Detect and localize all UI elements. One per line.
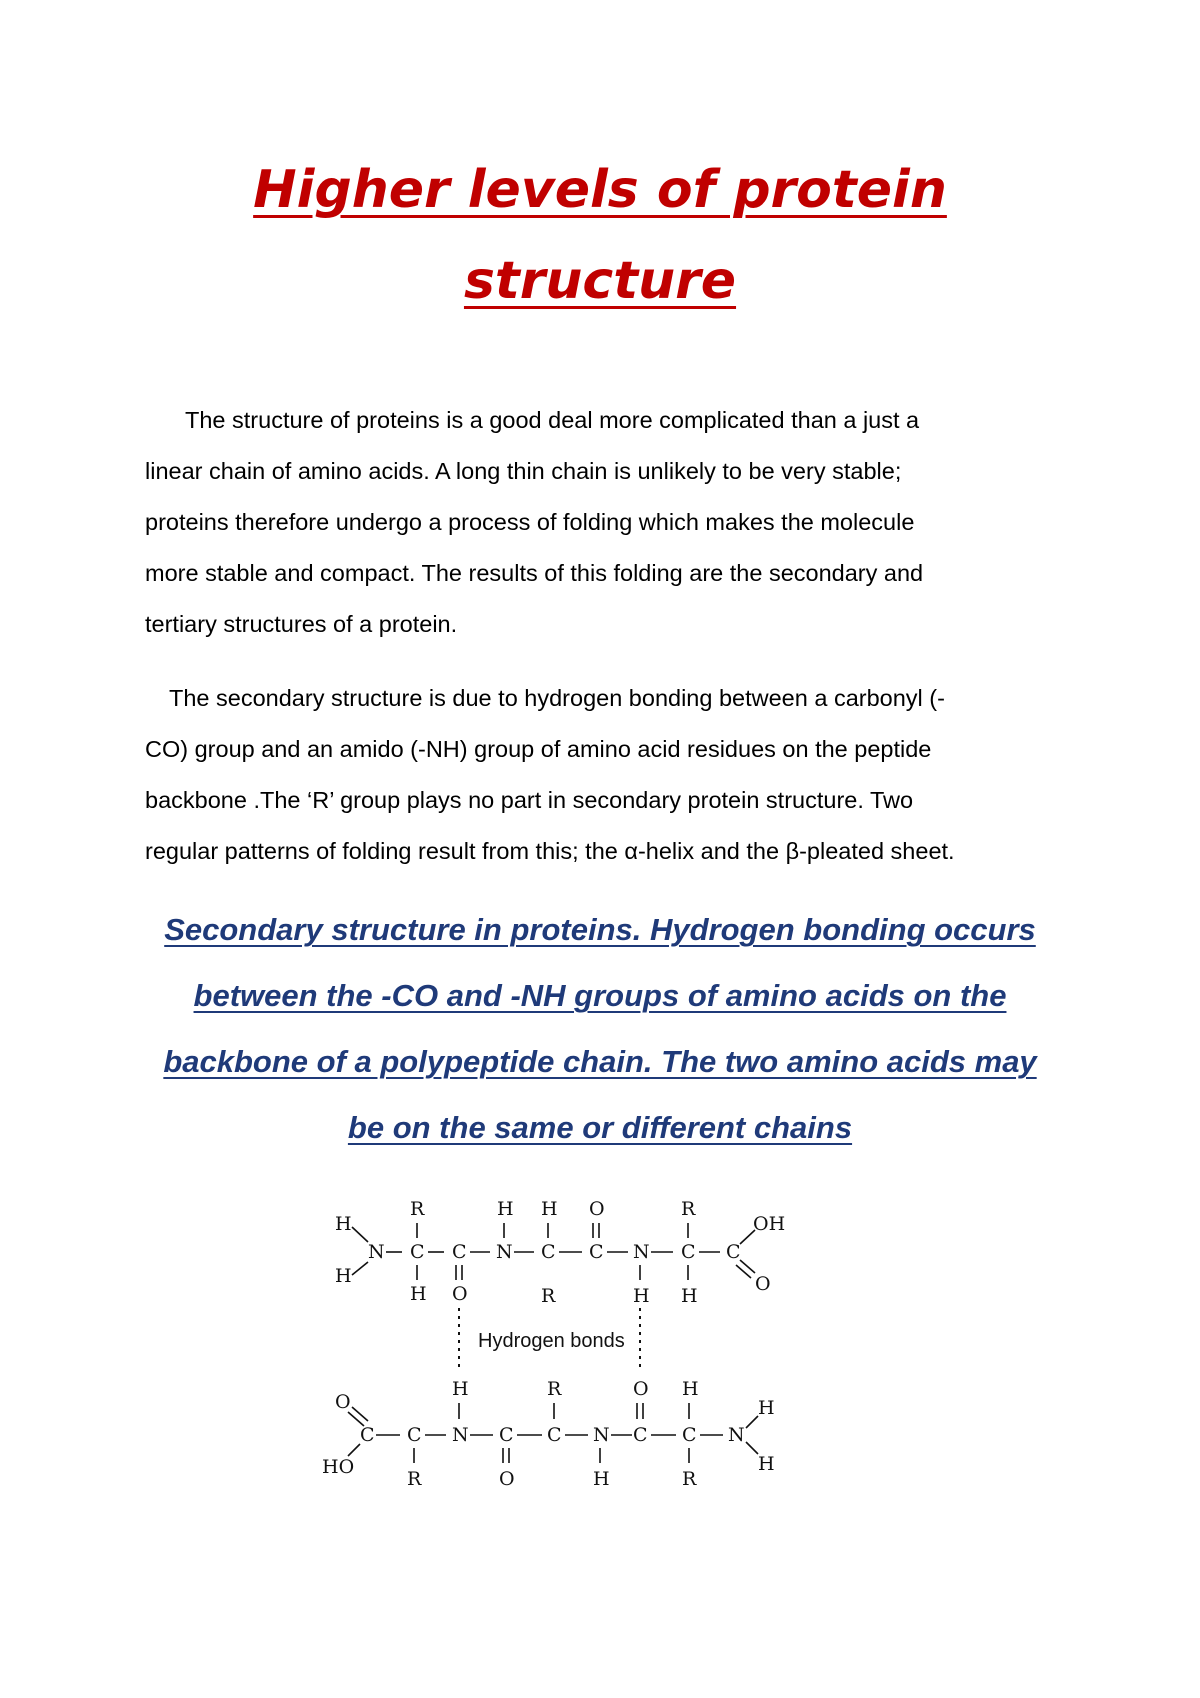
paragraph-intro: [145, 395, 1065, 650]
paragraph-line: CO) group and an amido (-NH) group of amino acid residues on the peptide: [145, 736, 932, 762]
atom-label: C: [633, 1424, 648, 1446]
atom-label: R: [541, 1285, 556, 1307]
atom-label: O: [755, 1273, 771, 1295]
atom-label: C: [547, 1424, 562, 1446]
bond: [352, 1227, 368, 1242]
atom-label: OH: [753, 1213, 786, 1235]
paragraph-line: The secondary structure is due to hydrogen bonding between a carbonyl (-: [169, 685, 945, 711]
bond: [348, 1444, 360, 1456]
atom-label: O: [499, 1468, 515, 1490]
paragraph-line: backbone .The ‘R’ group plays no part in secondary protein structure. Two: [145, 787, 914, 813]
paragraph-secondary-structure: [145, 673, 1065, 877]
hydrogen-bonds-label: Hydrogen bonds: [478, 1330, 625, 1352]
atom-label: C: [407, 1424, 422, 1446]
title-line-2: structure: [463, 251, 737, 311]
atom-label: H: [758, 1397, 775, 1419]
paragraph-line: tertiary structures of a protein.: [145, 611, 458, 637]
paragraph-line: more stable and compact. The results of this folding are the secondary and: [145, 560, 924, 586]
atom-label: H: [335, 1265, 352, 1287]
atom-label: O: [633, 1378, 649, 1400]
atom-label: H: [633, 1285, 650, 1307]
atom-label: N: [368, 1241, 385, 1263]
atom-label: C: [410, 1241, 425, 1263]
bottom-chain: [322, 1378, 775, 1490]
atom-label: C: [541, 1241, 556, 1263]
bond: [352, 1407, 368, 1421]
atom-label: C: [499, 1424, 514, 1446]
atom-label: N: [593, 1424, 610, 1446]
atom-label: HO: [322, 1456, 355, 1478]
atom-label: R: [682, 1468, 697, 1490]
hydrogen-bonds: [459, 1308, 640, 1370]
atom-label: N: [633, 1241, 650, 1263]
atom-label: R: [407, 1468, 422, 1490]
paragraph-line: proteins therefore undergo a process of folding which makes the molecule: [145, 509, 915, 535]
bond: [746, 1442, 758, 1454]
atom-label: H: [681, 1285, 698, 1307]
caption-line: backbone of a polypeptide chain. The two amino acids may: [163, 1044, 1037, 1079]
atom-label: O: [589, 1198, 605, 1220]
atom-label: H: [452, 1378, 469, 1400]
atom-label: N: [496, 1241, 513, 1263]
paragraph-line: regular patterns of folding result from this; the α-helix and the β-pleated sheet.: [145, 838, 955, 864]
atom-label: N: [728, 1424, 745, 1446]
atom-label: C: [681, 1241, 696, 1263]
peptide-hydrogen-bond-diagram: [322, 1190, 890, 1510]
bond: [352, 1262, 368, 1275]
figure-caption: [120, 897, 1080, 1161]
atom-label: R: [410, 1198, 425, 1220]
atom-label: C: [726, 1241, 741, 1263]
atom-label: H: [335, 1213, 352, 1235]
atom-label: C: [682, 1424, 697, 1446]
atom-label: H: [497, 1198, 514, 1220]
top-chain: [335, 1198, 785, 1307]
caption-line: Secondary structure in proteins. Hydrogen bonding occurs: [164, 912, 1036, 947]
caption-line: between the -CO and -NH groups of amino acids on the: [193, 978, 1007, 1013]
atom-label: R: [547, 1378, 562, 1400]
page-title: [150, 145, 1050, 327]
title-line-1: Higher levels of protein: [253, 160, 947, 220]
atom-label: C: [360, 1424, 375, 1446]
atom-label: O: [335, 1391, 351, 1413]
atom-label: C: [452, 1241, 467, 1263]
atom-label: N: [452, 1424, 469, 1446]
atom-label: H: [758, 1453, 775, 1475]
bond: [746, 1416, 758, 1428]
atom-label: H: [593, 1468, 610, 1490]
atom-label: O: [452, 1283, 468, 1305]
atom-label: H: [682, 1378, 699, 1400]
atom-label: H: [410, 1283, 427, 1305]
paragraph-line: The structure of proteins is a good deal more complicated than a just a: [185, 407, 920, 433]
atom-label: R: [681, 1198, 696, 1220]
atom-label: C: [589, 1241, 604, 1263]
paragraph-line: linear chain of amino acids. A long thin chain is unlikely to be very stable;: [145, 458, 902, 484]
atom-label: H: [541, 1198, 558, 1220]
caption-line: be on the same or different chains: [347, 1110, 853, 1145]
